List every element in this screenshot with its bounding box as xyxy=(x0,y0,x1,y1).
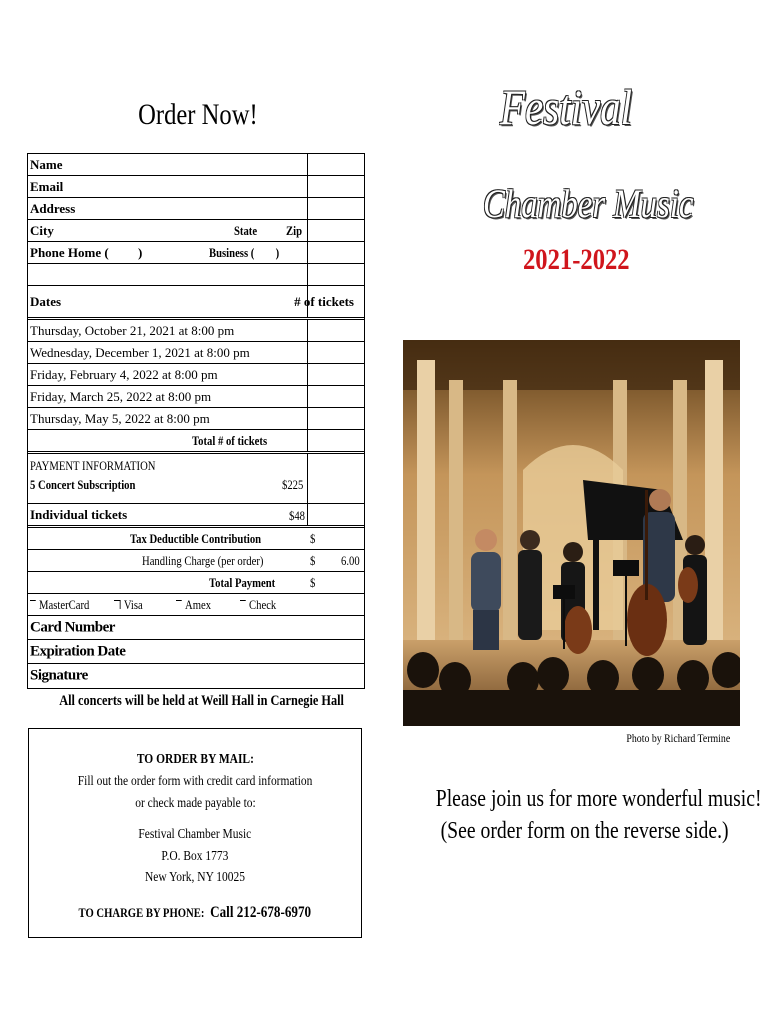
subscription-label: 5 Concert Subscription xyxy=(30,477,136,492)
dollar-sign: $ xyxy=(310,531,316,546)
closing-line-1: Please join us for more wonderful music! xyxy=(435,786,762,812)
festival-title: Festival xyxy=(500,79,633,135)
subscription-row[interactable] xyxy=(28,454,364,504)
expiration-row[interactable] xyxy=(28,640,364,664)
total-tickets-row xyxy=(28,430,364,454)
handling-label: Handling Charge (per order) xyxy=(141,553,264,568)
email-row[interactable] xyxy=(28,176,364,198)
order-form xyxy=(27,153,365,689)
check-option[interactable]: Check xyxy=(240,597,276,613)
phone-home-label: Phone Home ( ) xyxy=(30,244,143,260)
total-payment-label: Total Payment xyxy=(209,575,276,590)
ticket-qty-cell[interactable] xyxy=(307,320,364,341)
date-label: Wednesday, December 1, 2021 at 8:00 pm xyxy=(30,344,250,360)
blank-row xyxy=(28,264,364,286)
payment-method-row xyxy=(28,594,364,616)
date-label: Friday, March 25, 2022 at 8:00 pm xyxy=(30,388,212,404)
ticket-qty-cell[interactable] xyxy=(307,364,364,385)
date-label: Thursday, October 21, 2021 at 8:00 pm xyxy=(30,322,235,338)
mail-instructions-2: or check made payable to: xyxy=(134,796,256,811)
total-tickets-label: Total # of tickets xyxy=(192,433,268,448)
business-phone-label: Business ( ) xyxy=(209,245,280,260)
date-label: Friday, February 4, 2022 at 8:00 pm xyxy=(30,366,218,382)
date-row[interactable] xyxy=(28,386,364,408)
city-label: City xyxy=(30,222,54,238)
address-label: Address xyxy=(30,200,76,216)
date-row[interactable] xyxy=(28,408,364,430)
tax-deductible-label: Tax Deductible Contribution xyxy=(130,531,262,546)
zip-label: Zip xyxy=(286,223,303,238)
signature-label: Signature xyxy=(30,667,88,684)
handling-row xyxy=(28,550,364,572)
chamber-music-title: Chamber Music xyxy=(483,181,694,226)
order-title: Order Now! xyxy=(138,98,258,131)
signature-row[interactable] xyxy=(28,664,364,688)
date-row[interactable] xyxy=(28,342,364,364)
mail-order-box xyxy=(28,728,362,938)
date-label: Thursday, May 5, 2022 at 8:00 pm xyxy=(30,410,210,426)
phone-label: TO CHARGE BY PHONE: xyxy=(78,905,205,920)
tax-row[interactable] xyxy=(28,528,364,550)
mail-instructions-1: Fill out the order form with credit card information xyxy=(77,774,313,789)
payment-info-heading: PAYMENT INFORMATION xyxy=(30,458,156,473)
address-row[interactable] xyxy=(28,198,364,220)
date-row[interactable] xyxy=(28,320,364,342)
total-tickets-cell[interactable] xyxy=(307,430,364,451)
phone-number[interactable]: Call 212-678-6970 xyxy=(210,904,312,921)
expiration-label: Expiration Date xyxy=(30,643,126,659)
dates-header-row xyxy=(28,286,364,320)
city-row[interactable] xyxy=(28,220,364,242)
checkbox-icon[interactable] xyxy=(30,600,36,607)
closing-line-2: (See order form on the reverse side.) xyxy=(441,818,729,844)
individual-row[interactable] xyxy=(28,504,364,528)
individual-price: $48 xyxy=(289,508,305,523)
checkbox-icon[interactable] xyxy=(176,600,182,607)
mastercard-option[interactable]: MasterCard xyxy=(30,597,89,613)
name-row[interactable] xyxy=(28,154,364,176)
dates-header: Dates xyxy=(30,293,62,309)
ticket-qty-cell[interactable] xyxy=(307,342,364,363)
phone-row[interactable] xyxy=(28,242,364,264)
email-label: Email xyxy=(30,178,64,194)
venue-note: All concerts will be held at Weill Hall in Carnegie Hall xyxy=(59,693,344,709)
photo-credit: Photo by Richard Termine xyxy=(626,731,731,745)
concert-photo xyxy=(403,340,740,726)
subscription-price: $225 xyxy=(282,477,304,492)
mail-address-2: P.O. Box 1773 xyxy=(161,849,229,864)
checkbox-icon[interactable] xyxy=(114,600,121,609)
card-number-row[interactable] xyxy=(28,616,364,640)
dollar-sign: $ xyxy=(310,553,316,568)
concert-hall-image xyxy=(403,340,740,726)
checkbox-icon[interactable] xyxy=(240,600,246,607)
amex-option[interactable]: Amex xyxy=(176,597,211,613)
total-payment-row[interactable] xyxy=(28,572,364,594)
ticket-qty-cell[interactable] xyxy=(307,386,364,407)
phone-order-line xyxy=(29,904,361,922)
individual-label: Individual tickets xyxy=(30,506,128,522)
date-row[interactable] xyxy=(28,364,364,386)
mail-address-3: New York, NY 10025 xyxy=(144,870,246,885)
state-label: State xyxy=(234,223,258,238)
tickets-header: # of tickets xyxy=(294,293,354,309)
card-number-label: Card Number xyxy=(30,619,115,635)
mail-heading: TO ORDER BY MAIL: xyxy=(136,752,254,767)
ticket-qty-cell[interactable] xyxy=(307,408,364,429)
mail-address-1: Festival Chamber Music xyxy=(138,827,252,842)
season-label: 2021-2022 xyxy=(523,243,630,276)
visa-option[interactable]: Visa xyxy=(114,597,143,613)
dollar-sign: $ xyxy=(310,575,316,590)
name-label: Name xyxy=(30,156,63,172)
handling-amount: 6.00 xyxy=(341,553,360,568)
